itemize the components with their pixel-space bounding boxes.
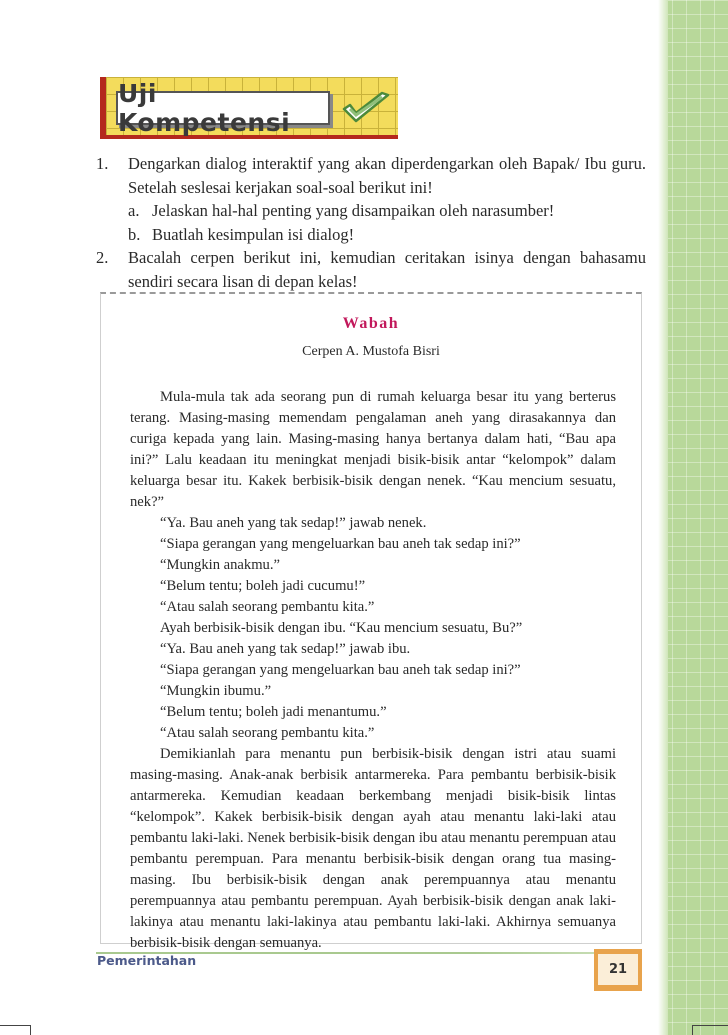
badge-title-box	[116, 79, 330, 137]
crop-mark	[0, 1025, 30, 1026]
sub-question	[128, 223, 646, 247]
dialog-line: “Belum tentu; boleh jadi menantumu.”	[160, 704, 387, 720]
dialog-line: “Belum tentu; boleh jadi cucumu!”	[160, 578, 366, 594]
dialog-line: “Ya. Bau aneh yang tak sedap!” jawab nenek.	[160, 515, 427, 531]
crop-mark	[692, 1025, 728, 1026]
question-text: Bacalah cerpen berikut ini, kemudian ceritakan isinya dengan bahasamu sendiri secara lisan di depan kelas!	[128, 248, 646, 291]
dialog-line: Ayah berbisik-bisik dengan ibu. “Kau mencium sesuatu, Bu?”	[160, 620, 523, 636]
checkmark-icon	[342, 91, 390, 127]
story-box	[100, 292, 642, 951]
question-list	[96, 152, 646, 293]
story-author: Cerpen A. Mustofa Bisri	[302, 344, 440, 359]
footer-label: Pemerintahan	[97, 953, 197, 968]
story-body	[130, 387, 616, 954]
page-number-box	[594, 949, 642, 991]
dialog-line: “Siapa gerangan yang mengeluarkan bau aneh tak sedap ini?”	[160, 662, 521, 678]
story-paragraph: Demikianlah para menantu pun berbisik-bisik dengan istri atau suami masing-masing. Anak-anak berbisik antarmereka. Para pembantu berbisik-bisik antarmereka. Kemudian keadaan berkembang menjadi bisik-bisik lintas “kelompok”. Kakek berbisik-bisik dengan ayah atau menantu laki-laki atau pembantu laki-laki. Nenek berbisik-bisik dengan ibu atau menantu perempuan atau pembantu perempuan. Para menantu berbisik-bisik dengan orang tua masing-masing. Ibu berbisik-bisik dengan anak perempuannya atau menantu perempuannya atau pembantu perempuan. Ayah berbisik-bisik dengan anak laki-lakinya atau menantu laki-lakinya atau pembantu laki-laki. Akhirnya semuanya berbisik-bisik dengan semuanya.	[130, 746, 616, 951]
question-item	[96, 246, 646, 293]
dialog-line: “Atau salah seorang pembantu kita.”	[160, 725, 375, 741]
story-paragraph: Mula-mula tak ada seorang pun di rumah keluarga besar itu yang berterus terang. Masing-masing memendam pengalaman aneh yang dirasakannya dan curiga kepada yang lain. Masing-masing hanya bertanya dalam hati, “Bau apa ini?” Lalu keadaan itu meningkat menjadi bisik-bisik antar “kelompok” dalam keluarga besar itu. Kakek berbisik-bisik dengan nenek. “Kau mencium sesuatu, nek?”	[130, 389, 616, 510]
sub-question-letter: b.	[128, 224, 141, 244]
sub-question-letter: a.	[128, 201, 140, 220]
sub-question-text: Buatlah kesimpulan isi dialog!	[152, 224, 355, 244]
story-title: Wabah	[342, 315, 400, 332]
question-number: 1.	[96, 154, 109, 173]
dialog-line: “Ya. Bau aneh yang tak sedap!” jawab ibu.	[160, 641, 411, 657]
crop-mark	[692, 1025, 693, 1035]
dialog-line: “Siapa gerangan yang mengeluarkan bau aneh tak sedap ini?”	[160, 536, 521, 552]
sub-question-text: Jelaskan hal-hal penting yang disampaikan oleh narasumber!	[152, 201, 555, 220]
question-text: Dengarkan dialog interaktif yang akan diperdengarkan oleh Bapak/ Ibu guru. Setelah seslesai kerjakan soal-soal berikut ini!	[128, 154, 646, 197]
dialog-line: “Mungkin ibumu.”	[160, 683, 272, 699]
page-number: 21	[598, 954, 638, 985]
badge-title: Uji Kompetensi	[118, 79, 291, 137]
decorative-side-band	[658, 0, 728, 1035]
question-number: 2.	[96, 248, 109, 267]
crop-mark	[30, 1025, 31, 1035]
section-badge	[100, 77, 398, 139]
dialog-line: “Atau salah seorang pembantu kita.”	[160, 599, 375, 615]
sub-question	[128, 199, 646, 223]
dialog-line: “Mungkin anakmu.”	[160, 557, 280, 573]
question-item	[96, 152, 646, 246]
